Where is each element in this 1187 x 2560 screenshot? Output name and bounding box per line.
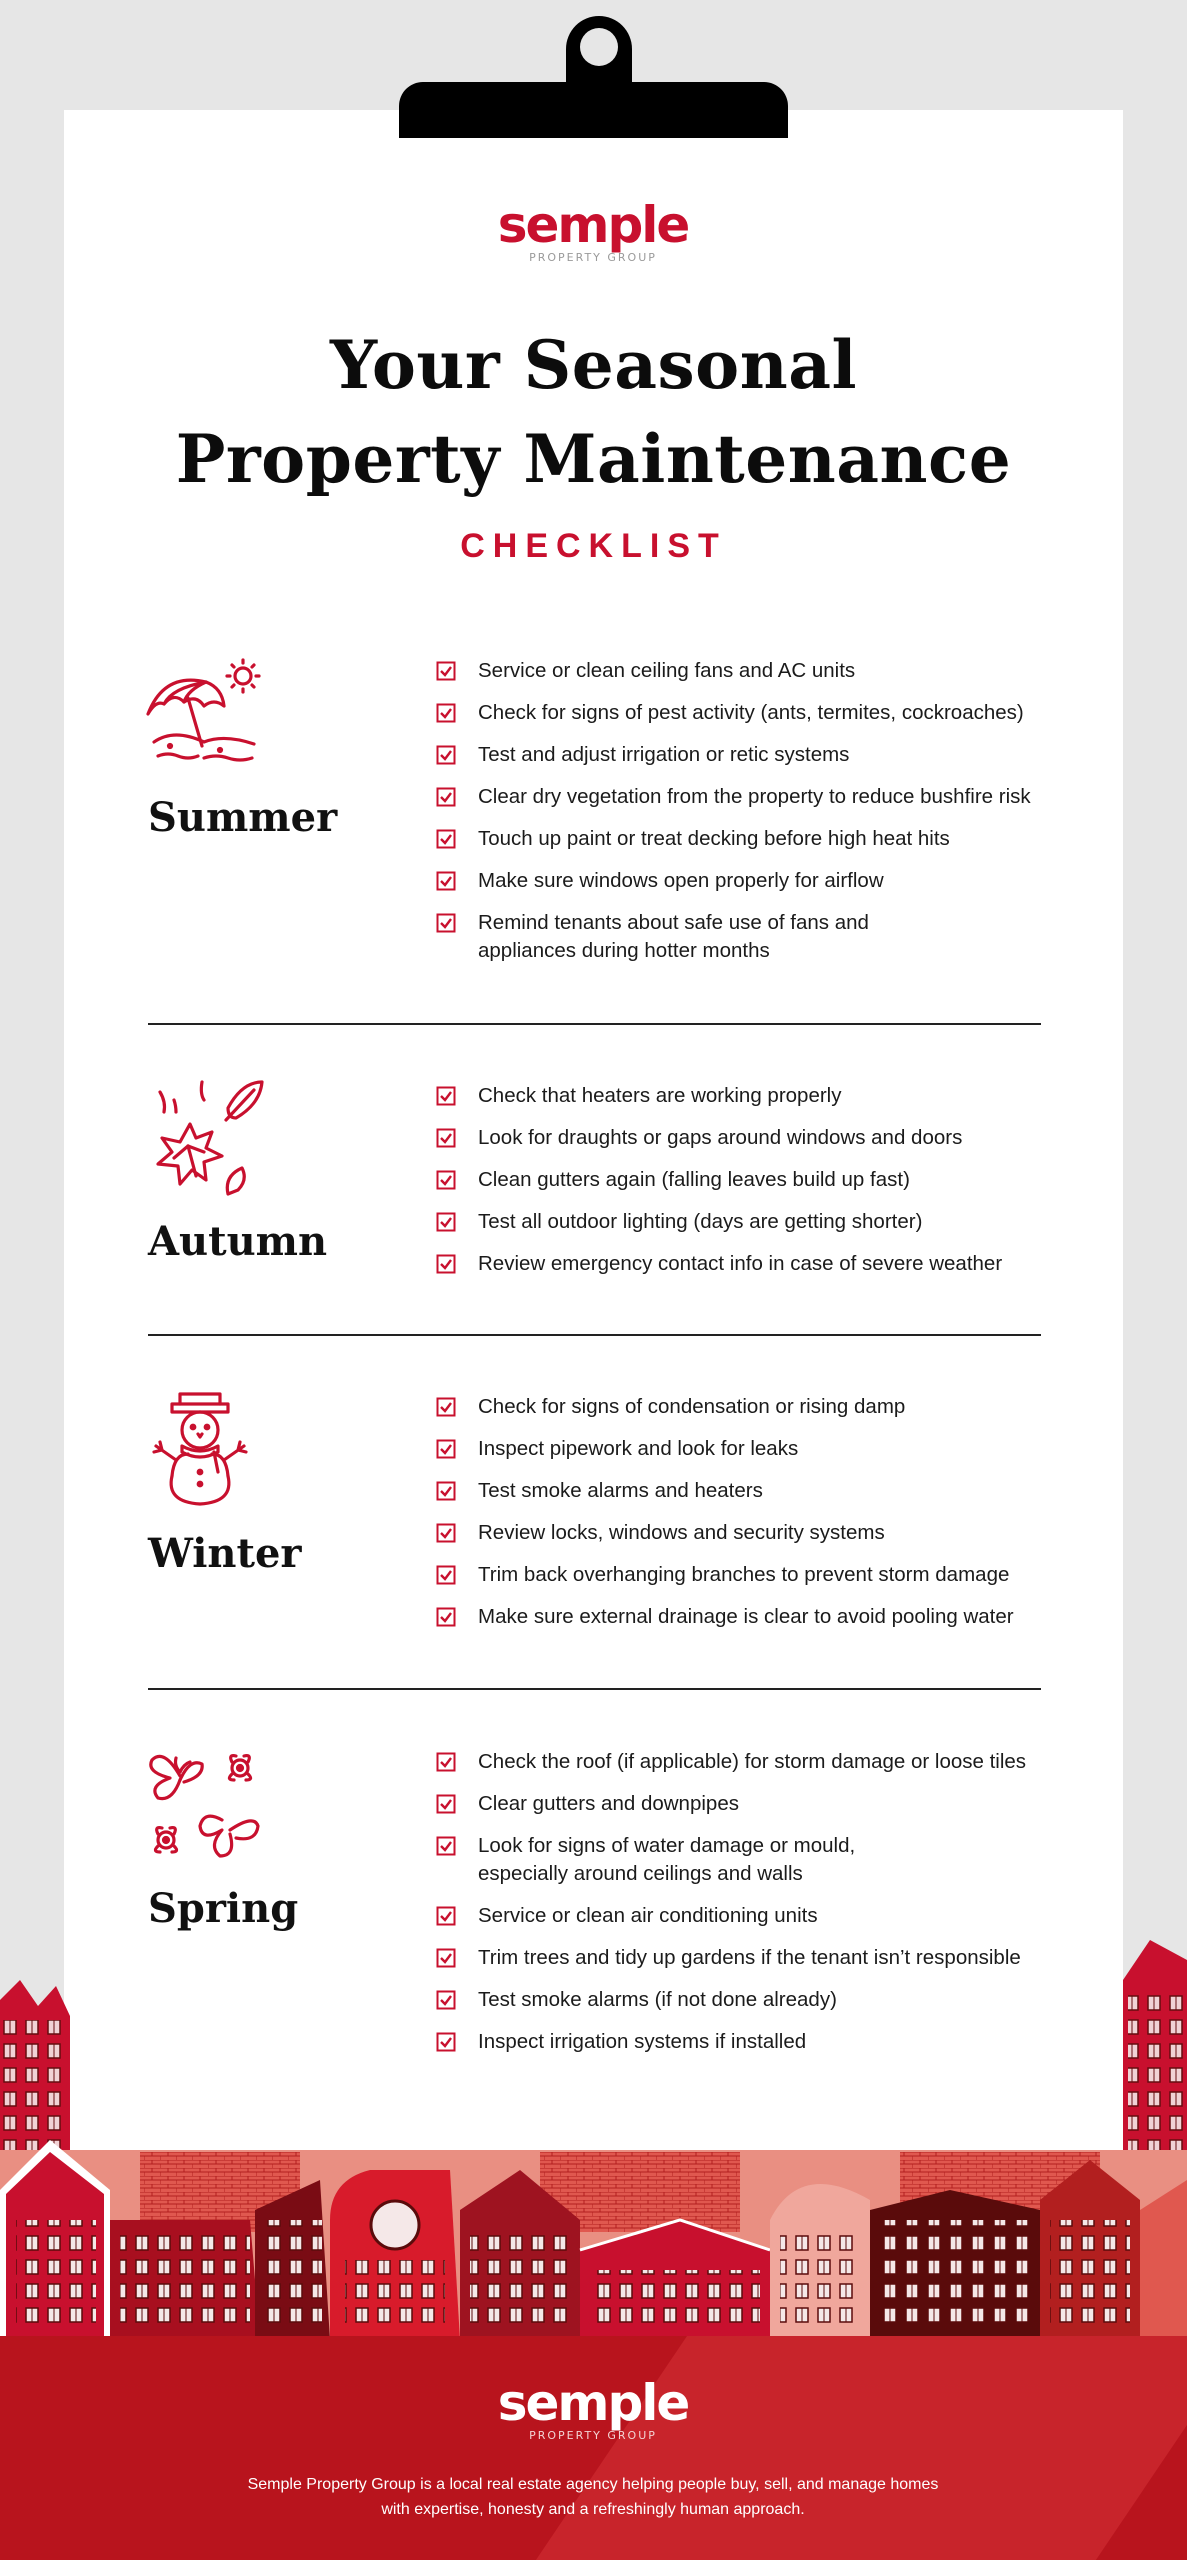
footer-logo-tagline: PROPERTY GROUP (529, 2429, 657, 2442)
checkbox-checked-icon (436, 1212, 456, 1232)
checklist-item-text: Trim trees and tidy up gardens if the tenant isn’t responsible (478, 1946, 1021, 1969)
checkbox-checked-icon (436, 703, 456, 723)
checklist-item-text: Touch up paint or treat decking before high heat hits (478, 827, 950, 850)
footer-shade (536, 2336, 1187, 2560)
checklist-item (436, 657, 1076, 685)
checkbox-checked-icon (436, 1565, 456, 1585)
checklist-item-text: Check for signs of condensation or rising damp (478, 1395, 906, 1418)
checklist-item (436, 825, 1076, 853)
checklist-item (436, 1166, 1076, 1194)
checkbox-checked-icon (436, 1254, 456, 1274)
title-line-2: Property Maintenance (175, 420, 1012, 498)
checklist-item-text: Make sure external drainage is clear to avoid pooling water (478, 1605, 1014, 1628)
checkbox-checked-icon (436, 1086, 456, 1106)
clipboard-hole (580, 28, 618, 66)
checklist-item-text: Check the roof (if applicable) for storm damage or loose tiles (478, 1750, 1027, 1773)
season-title-winter: Winter (148, 1530, 302, 1577)
checklist-item (436, 1603, 1076, 1631)
checklist-item (436, 1208, 1076, 1236)
logo-tagline: PROPERTY GROUP (529, 251, 657, 264)
checklist-item (436, 1435, 1076, 1463)
checkbox-checked-icon (436, 1836, 456, 1856)
checklist-item (436, 909, 1076, 965)
season-title-autumn: Autumn (148, 1218, 328, 1265)
checkbox-checked-icon (436, 913, 456, 933)
checkbox-checked-icon (436, 1170, 456, 1190)
checklist-summer (436, 657, 1076, 965)
checklist-item-text: Test smoke alarms and heaters (478, 1479, 763, 1502)
checklist-item-text: Inspect pipework and look for leaks (478, 1437, 799, 1460)
page-title (0, 318, 1187, 506)
checklist-item-text: Test smoke alarms (if not done already) (478, 1988, 837, 2011)
checkbox-checked-icon (436, 1439, 456, 1459)
checklist-item-text: Test all outdoor lighting (days are getting shorter) (478, 1210, 923, 1233)
snowman-icon (144, 1390, 266, 1508)
checkbox-checked-icon (436, 1607, 456, 1627)
section-divider (148, 1334, 1041, 1336)
footer-band (0, 2336, 1187, 2560)
clipboard-clip (399, 82, 788, 138)
checkbox-checked-icon (436, 1481, 456, 1501)
checklist-item-text: Make sure windows open properly for airflow (478, 869, 884, 892)
checklist-item (436, 699, 1076, 727)
checklist-item (436, 1832, 1076, 1888)
checklist-autumn (436, 1082, 1076, 1278)
page-subtitle: CHECKLIST (460, 527, 727, 565)
checklist-item (436, 1250, 1076, 1278)
checklist-item-text: Clean gutters again (falling leaves build up fast) (478, 1168, 910, 1191)
checklist-item (436, 1748, 1076, 1776)
title-line-1: Your Seasonal (329, 326, 858, 404)
logo-wordmark: semple (497, 196, 689, 254)
checklist-item-text: Look for signs of water damage or mould, especially around ceilings and walls (478, 1834, 856, 1885)
checklist-item (436, 1477, 1076, 1505)
checklist-item-text: Review locks, windows and security systems (478, 1521, 885, 1544)
checklist-item-text: Check that heaters are working properly (478, 1084, 842, 1107)
checklist-item (436, 783, 1076, 811)
checkbox-checked-icon (436, 1523, 456, 1543)
checkbox-checked-icon (436, 1794, 456, 1814)
checklist-item (436, 1124, 1076, 1152)
checklist-item-text: Trim back overhanging branches to prevent storm damage (478, 1563, 1010, 1586)
checkbox-checked-icon (436, 1752, 456, 1772)
brand-logo[interactable] (493, 196, 693, 264)
checklist-item-text: Look for draughts or gaps around windows and doors (478, 1126, 963, 1149)
checklist-item-text: Check for signs of pest activity (ants, termites, cockroaches) (478, 701, 1024, 724)
beach-umbrella-icon (144, 658, 266, 770)
checklist-item-text: Clear dry vegetation from the property to reduce bushfire risk (478, 785, 1031, 808)
checkbox-checked-icon (436, 745, 456, 765)
footer-description: Semple Property Group is a local real estate agency helping people buy, sell, and manage homes with expertise, honesty and a refreshingly human approach. (247, 2476, 939, 2518)
section-divider (148, 1688, 1041, 1690)
checklist-item-text: Service or clean ceiling fans and AC units (478, 659, 856, 682)
checklist-item-text: Test and adjust irrigation or retic systems (478, 743, 850, 766)
checklist-item (436, 1790, 1076, 1818)
checklist-item-text: Review emergency contact info in case of severe weather (478, 1252, 1003, 1275)
checkbox-checked-icon (436, 829, 456, 849)
section-divider (148, 1023, 1041, 1025)
butterflies-flowers-icon (144, 1746, 266, 1862)
season-title-spring: Spring (148, 1885, 299, 1932)
checklist-item (436, 1519, 1076, 1547)
checkbox-checked-icon (436, 871, 456, 891)
footer-brand-logo[interactable] (493, 2374, 693, 2442)
checklist-winter (436, 1393, 1076, 1631)
checklist-item (436, 1561, 1076, 1589)
checkbox-checked-icon (436, 1397, 456, 1417)
townhouses-illustration (0, 1920, 1187, 2340)
checkbox-checked-icon (436, 787, 456, 807)
checklist-item-text: Remind tenants about safe use of fans and appliances during hotter months (478, 911, 869, 962)
checklist-item-text: Inspect irrigation systems if installed (478, 2030, 807, 2053)
season-title-summer: Summer (148, 794, 338, 841)
footer-logo-wordmark: semple (497, 2374, 689, 2432)
checklist-item (436, 1082, 1076, 1110)
checklist-item (436, 867, 1076, 895)
falling-leaves-icon (144, 1080, 266, 1196)
checklist-item-text: Clear gutters and downpipes (478, 1792, 739, 1815)
checkbox-checked-icon (436, 661, 456, 681)
checkbox-checked-icon (436, 1128, 456, 1148)
checklist-item-text: Service or clean air conditioning units (478, 1904, 818, 1927)
checklist-item (436, 741, 1076, 769)
checklist-item (436, 1393, 1076, 1421)
